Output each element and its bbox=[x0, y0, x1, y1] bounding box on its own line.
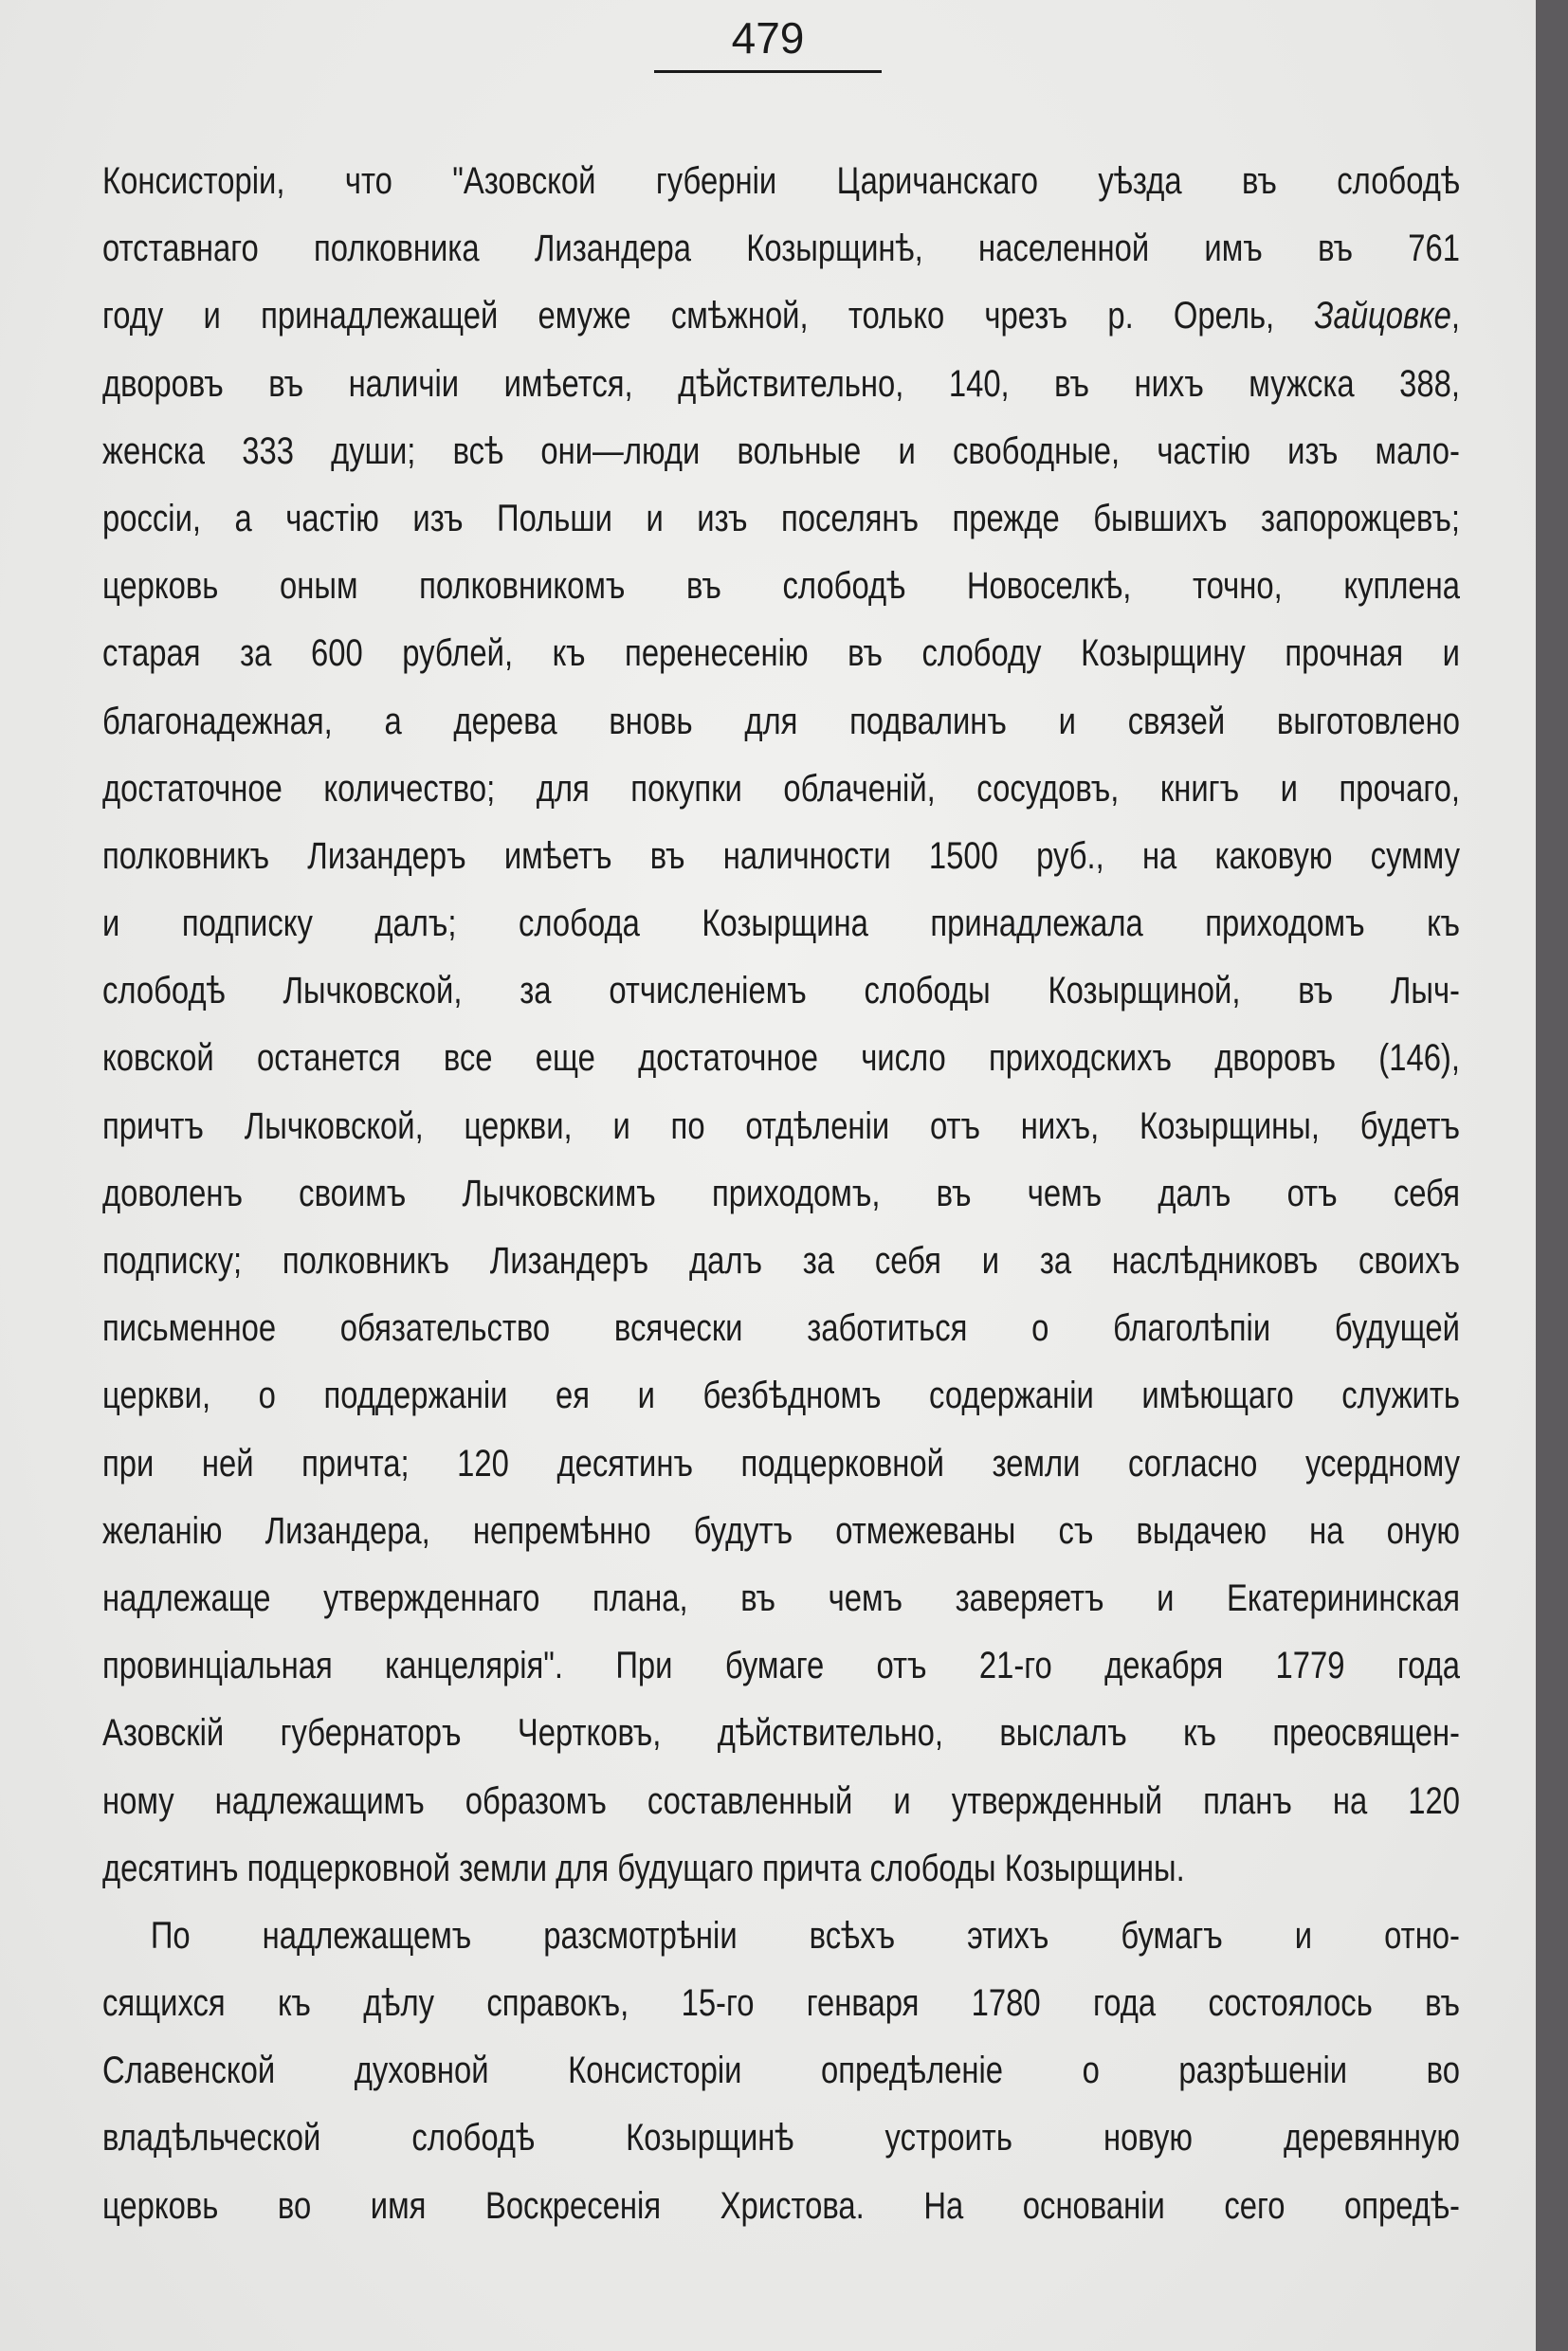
text-line: ному надлежащимъ образомъ составленный и утвержденный планъ на 120 bbox=[102, 1779, 1460, 1822]
page-number: 479 bbox=[731, 13, 805, 63]
text-line: ковской останется все еще достаточное число приходскихъ дворовъ (146), bbox=[102, 1037, 1460, 1080]
text-line: дворовъ въ наличіи имѣется, дѣйствительно, 140, въ нихъ мужска 388, bbox=[102, 362, 1460, 405]
text-line: церкви, о поддержаніи ея и безбѣдномъ содержаніи имѣющаго служить bbox=[102, 1375, 1460, 1417]
text-line: церковь оным полковникомъ въ слободѣ Новоселкѣ, точно, куплена bbox=[102, 565, 1460, 608]
text-line: Консисторіи, что "Азовской губерніи Царичанскаго уѣзда въ слободѣ bbox=[102, 160, 1460, 202]
text-line: слободѣ Лычковской, за отчисленіемъ слободы Козырщиной, въ Лыч- bbox=[102, 970, 1460, 1012]
text-line: россіи, а частію изъ Польши и изъ поселянъ прежде бывшихъ запорожцевъ; bbox=[102, 497, 1460, 539]
text-line: По надлежащемъ разсмотрѣніи всѣхъ этихъ бумагъ и отно- bbox=[150, 1914, 1460, 1957]
text-line: Азовскій губернаторъ Чертковъ, дѣйствительно, выслалъ къ преосвящен- bbox=[102, 1712, 1460, 1755]
text-line: благонадежная, а дерева вновь для подвалинъ и связей выготовлено bbox=[102, 700, 1460, 742]
text-line-part: , bbox=[1450, 295, 1460, 337]
text-line: надлежаще утвержденнаго плана, въ чемъ заверяетъ и Екатерининская bbox=[102, 1576, 1460, 1619]
text-line: желанію Лизандера, непремѣнно будутъ отмежеваны съ выдачею на оную bbox=[102, 1509, 1460, 1552]
text-line: при ней причта; 120 десятинъ подцерковной земли согласно усердному bbox=[102, 1442, 1460, 1485]
body-text bbox=[102, 148, 1460, 2240]
text-line bbox=[102, 282, 1460, 350]
text-line: женска 333 души; всѣ они—люди вольные и свободные, частію изъ мало- bbox=[102, 429, 1460, 472]
text-line: и подписку далъ; слобода Козырщина принадлежала приходомъ къ bbox=[102, 902, 1460, 945]
text-line: сящихся къ дѣлу справокъ, 15-го генваря 1780 года состоялось въ bbox=[102, 1982, 1460, 2025]
page-number-rule bbox=[654, 70, 882, 73]
text-line: достаточное количество; для покупки облаченій, сосудовъ, книгъ и прочаго, bbox=[102, 767, 1460, 810]
text-line: письменное обязательство всячески заботиться о благолѣпіи будущей bbox=[102, 1307, 1460, 1350]
text-line: причтъ Лычковской, церкви, и по отдѣленіи отъ нихъ, Козырщины, будетъ bbox=[102, 1104, 1460, 1147]
italic-place-name: Зайцовке bbox=[1314, 295, 1451, 337]
text-line: Славенской духовной Консисторіи опредѣленіе о разрѣшеніи во bbox=[102, 2050, 1460, 2092]
text-line: десятинъ подцерковной земли для будущаго причта слободы Козырщины. bbox=[102, 1847, 1185, 1889]
text-line: отставнаго полковника Лизандера Козырщинѣ, населенной имъ въ 761 bbox=[102, 228, 1460, 270]
text-line: доволенъ своимъ Лычковскимъ приходомъ, въ чемъ далъ отъ себя bbox=[102, 1172, 1460, 1214]
text-line: провинціальная канцелярія". При бумаге отъ 21-го декабря 1779 года bbox=[102, 1645, 1460, 1687]
text-line: старая за 600 рублей, къ перенесенію въ слободу Козырщину прочная и bbox=[102, 632, 1460, 675]
text-line: владѣльческой слободѣ Козырщинѣ устроить новую деревянную bbox=[102, 2117, 1460, 2160]
text-line: церковь во имя Воскресенія Христова. На основаніи сего опредѣ- bbox=[102, 2184, 1460, 2227]
text-line: полковникъ Лизандеръ имѣетъ въ наличности 1500 руб., на каковую сумму bbox=[102, 834, 1460, 877]
text-line: подписку; полковникъ Лизандеръ далъ за себя и за наслѣдниковъ своихъ bbox=[102, 1240, 1460, 1282]
text-line-part: году и принадлежащей емуже смѣжной, только чрезъ р. Орель, bbox=[102, 295, 1315, 337]
